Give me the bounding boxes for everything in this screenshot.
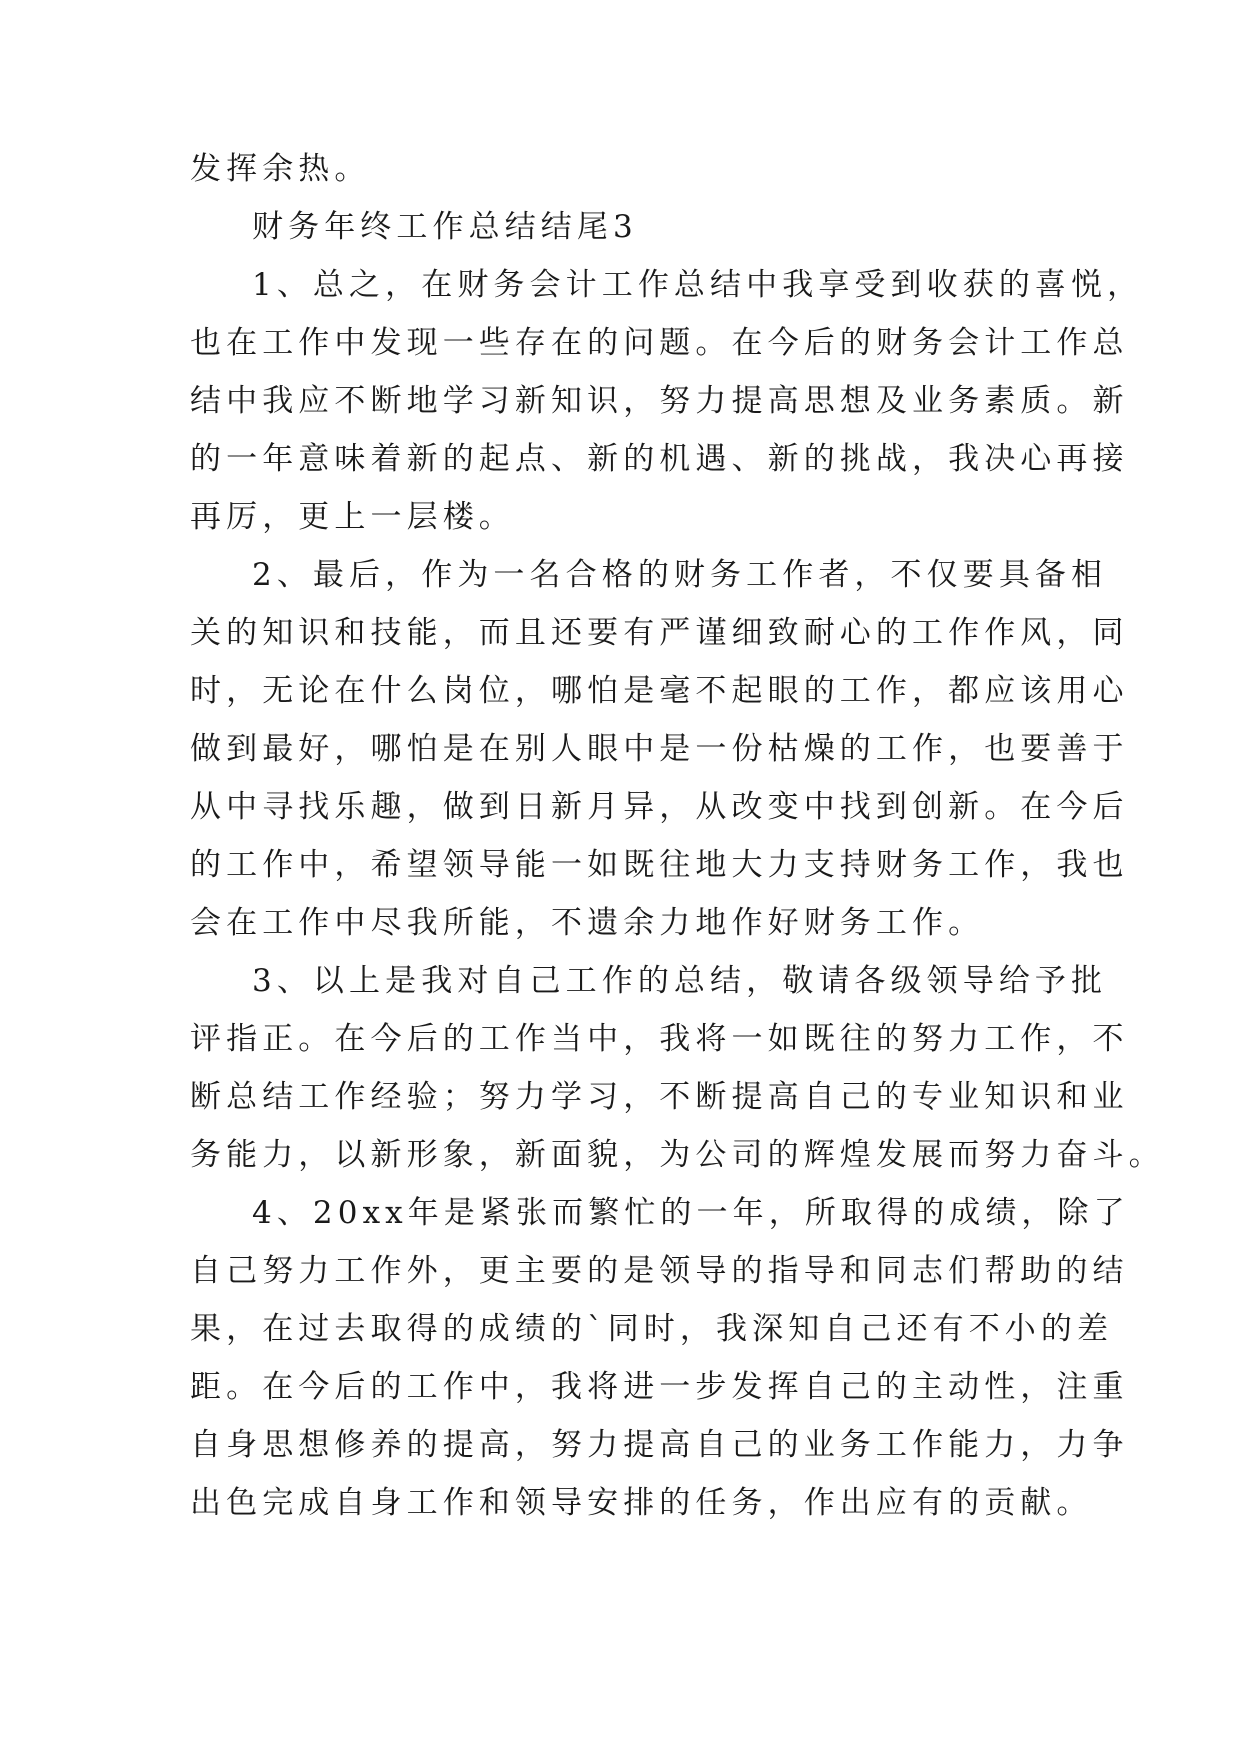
paragraph-2-line: 2、最后，作为一名合格的财务工作者，不仅要具备相 <box>252 557 1108 593</box>
paragraph-4-line: 果，在过去取得的成绩的`同时，我深知自己还有不小的差 <box>190 1311 1114 1347</box>
paragraph-1-line: 1、总之，在财务会计工作总结中我享受到收获的喜悦， <box>252 267 1144 303</box>
paragraph-4-line: 出色完成自身工作和领导安排的任务，作出应有的贡献。 <box>190 1485 1093 1521</box>
paragraph-4-line: 4、20xx年是紧张而繁忙的一年，所取得的成绩，除了 <box>252 1195 1130 1231</box>
paragraph-3-line: 评指正。在今后的工作当中，我将一如既往的努力工作，不 <box>190 1021 1129 1057</box>
paragraph-4-line: 自己努力工作外，更主要的是领导的指导和同志们帮助的结 <box>190 1253 1129 1289</box>
paragraph-2-line: 会在工作中尽我所能，不遗余力地作好财务工作。 <box>190 905 985 941</box>
paragraph-2-line: 时，无论在什么岗位，哪怕是毫不起眼的工作，都应该用心 <box>190 673 1129 709</box>
paragraph-3-line: 务能力，以新形象，新面貌，为公司的辉煌发展而努力奋斗。 <box>190 1137 1165 1173</box>
paragraph-2-line: 从中寻找乐趣，做到日新月异，从改变中找到创新。在今后 <box>190 789 1129 825</box>
paragraph-1-line: 结中我应不断地学习新知识，努力提高思想及业务素质。新 <box>190 383 1129 419</box>
paragraph-2-line: 做到最好，哪怕是在别人眼中是一份枯燥的工作，也要善于 <box>190 731 1129 767</box>
paragraph-4-line: 自身思想修养的提高，努力提高自己的业务工作能力，力争 <box>190 1427 1129 1463</box>
paragraph-2-line: 关的知识和技能，而且还要有严谨细致耐心的工作作风，同 <box>190 615 1129 651</box>
paragraph-1-line: 也在工作中发现一些存在的问题。在今后的财务会计工作总 <box>190 325 1129 361</box>
text-line: 发挥余热。 <box>190 151 371 187</box>
section-heading: 财务年终工作总结结尾3 <box>252 209 638 245</box>
paragraph-4-line: 距。在今后的工作中，我将进一步发挥自己的主动性，注重 <box>190 1369 1129 1405</box>
paragraph-1-line: 的一年意味着新的起点、新的机遇、新的挑战，我决心再接 <box>190 441 1129 477</box>
paragraph-2-line: 的工作中，希望领导能一如既往地大力支持财务工作，我也 <box>190 847 1129 883</box>
paragraph-3-line: 断总结工作经验；努力学习，不断提高自己的专业知识和业 <box>190 1079 1129 1115</box>
paragraph-1-line: 再厉，更上一层楼。 <box>190 499 515 535</box>
paragraph-3-line: 3、以上是我对自己工作的总结，敬请各级领导给予批 <box>252 963 1108 999</box>
